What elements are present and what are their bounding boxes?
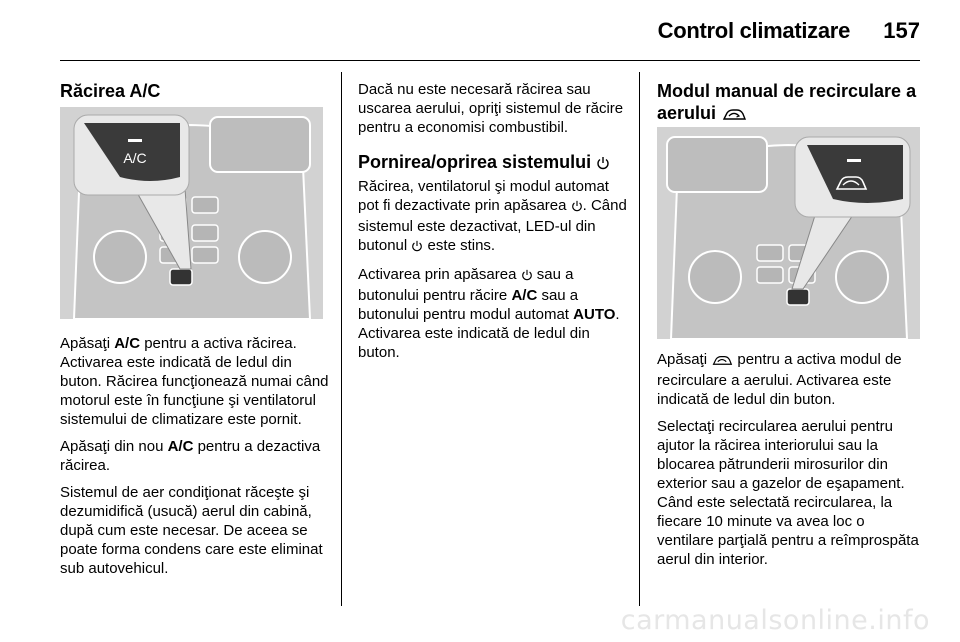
- paragraph-ac-description: Sistemul de aer condiţionat răceşte şi dezumidifică (usucă) aerul din cabină, după cum este necesar. De aceea se poate forma condens care este eliminat sub autovehicul.: [60, 484, 323, 577]
- recirculation-icon: [711, 352, 733, 371]
- column-recirculation: [657, 80, 925, 126]
- power-icon: [596, 153, 610, 175]
- recirculation-icon: [721, 104, 747, 126]
- page-section-title: Control climatizare: [657, 18, 850, 43]
- ac-button-figure: [60, 107, 323, 319]
- column-divider-2: [639, 72, 640, 606]
- header-divider: [60, 60, 920, 61]
- column-divider-1: [341, 72, 342, 606]
- column-system-onoff: [358, 80, 628, 370]
- section-heading-ac: Răcirea A/C: [60, 81, 161, 101]
- watermark: carmanualsonline.info: [620, 605, 930, 636]
- paragraph-ac-activate: Apăsaţi A/C pentru a activa răcirea. Activarea este indicată de ledul din buton. Răcirea funcţionează numai când motorul este în funcţiune şi ventilatorul sistemului de climatizare este pornit.: [60, 335, 329, 428]
- paragraph-fuel-saving: Dacă nu este necesară răcirea sau uscarea aerului, opriţi sistemul de răcire pentru a economisi combustibil.: [358, 81, 624, 136]
- column-ac-body: [60, 334, 330, 586]
- column-ac-cooling: [60, 80, 330, 102]
- ac-button-label: A/C: [123, 150, 147, 166]
- power-icon: [571, 198, 583, 217]
- paragraph-ac-deactivate: Apăsaţi din nou A/C pentru a dezactiva răcirea.: [60, 438, 321, 474]
- recirculation-button-figure: [657, 127, 920, 339]
- column-recirculation-body: [657, 350, 925, 577]
- power-icon: [521, 267, 533, 286]
- paragraph-system-disable: Răcirea, ventilatorul şi modul automat pot fi dezactivate prin apăsarea . Când sistemul este dezactivat, LED-ul din butonul este stins.: [358, 177, 628, 257]
- section-heading-system: Pornirea/oprirea sistemului: [358, 151, 628, 175]
- section-heading-recirculation: Modul manual de recirculare a aerului: [657, 80, 925, 126]
- power-icon: [411, 238, 423, 257]
- paragraph-recirculation-activate: Apăsaţi pentru a activa modul de recirculare a aerului. Activarea este indicată de ledul din buton.: [657, 351, 902, 408]
- paragraph-system-enable: Activarea prin apăsarea sau a butonului pentru răcire A/C sau a butonului pentru modul automat AUTO. Activarea este indicată de ledul din buton.: [358, 266, 620, 361]
- page-number: 157: [883, 18, 920, 43]
- paragraph-recirculation-usage: Selectaţi recircularea aerului pentru ajutor la răcirea interiorului sau la blocarea pătrunderii mirosurilor din exterior sau a gazelor de eşapament. Când este selectată recircularea, la fiecare 10 minute va avea loc o ventilare parţială pentru a reîmprospăta aerul din interior.: [657, 418, 919, 568]
